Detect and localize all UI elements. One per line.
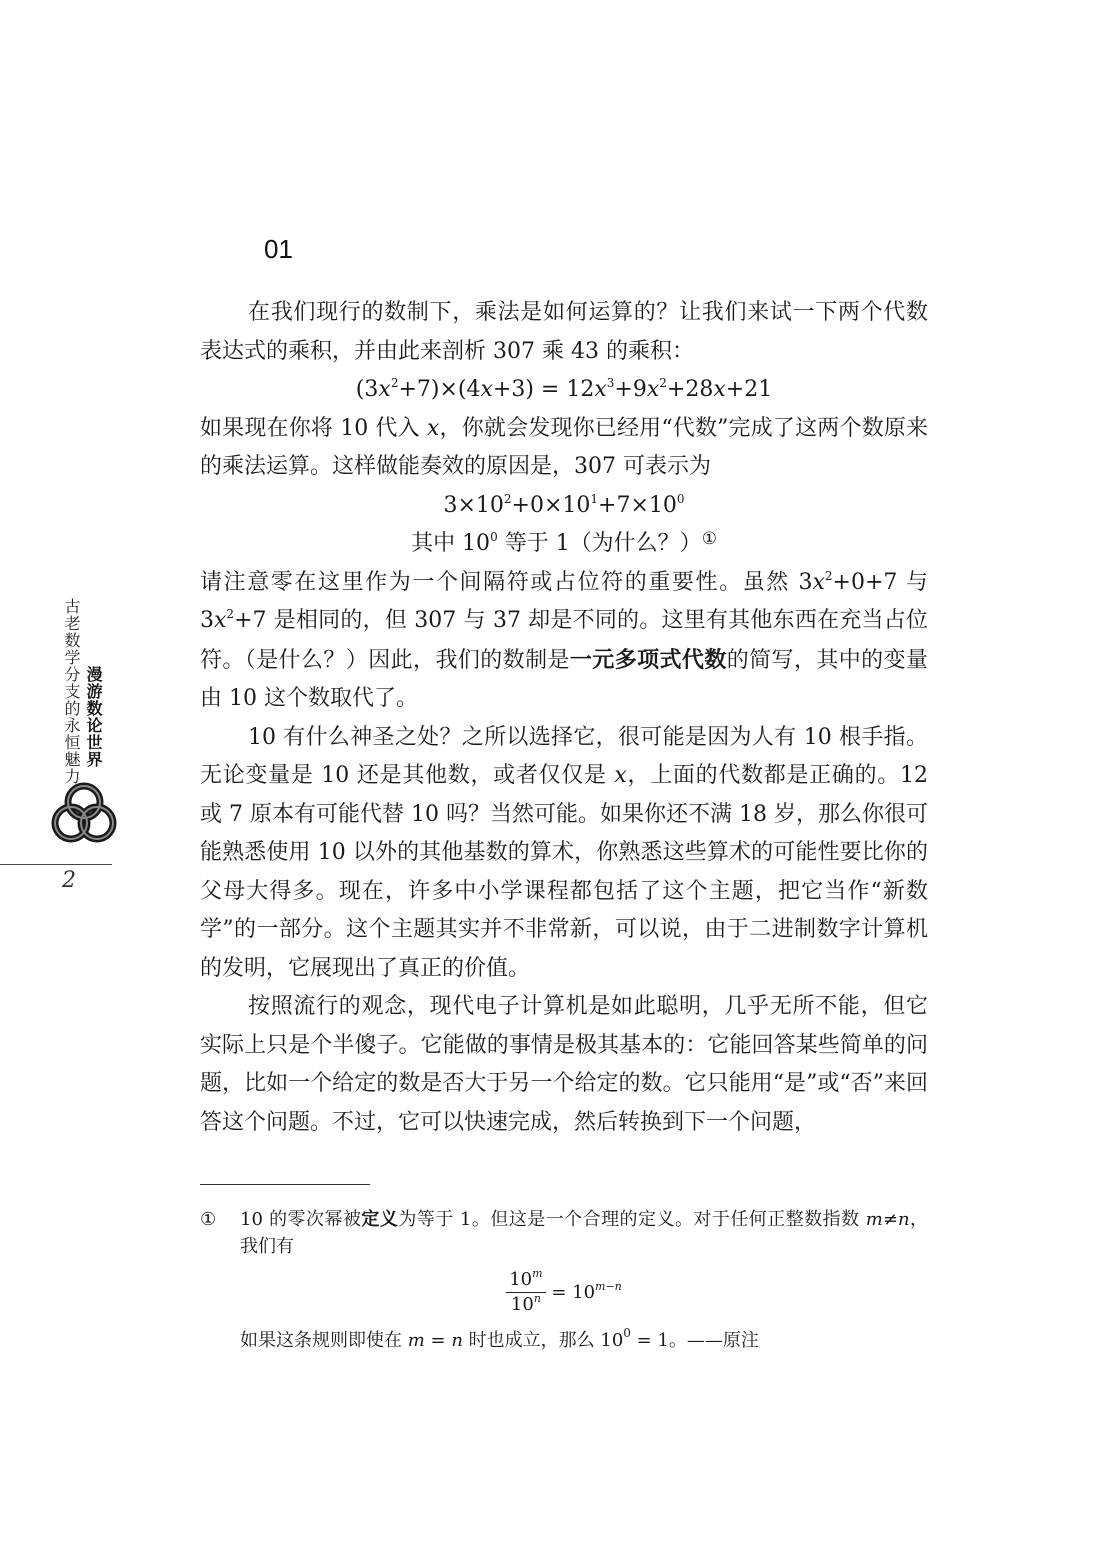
paragraph-1: 在我们现行的数制下，乘法是如何运算的？让我们来试一下两个代数表达式的乘积，并由此来剖析 307 乘 43 的乘积： — [200, 300, 928, 364]
trefoil-knot-icon — [44, 778, 124, 848]
paragraph-5: 按照流行的观念，现代电子计算机是如此聪明，几乎无所不能，但它实际上只是个半傻子。它能做的事情是极其基本的：它能回答某些简单的问题，比如一个给定的数是否大于另一个给定的数。它只能用“是”或“否”来回答这个问题。不过，它可以快速完成，然后转换到下一个问题， — [200, 994, 928, 1135]
equation-product: $(3x^2+7)\times(4x+3) = 12x^3+9x^2+28x+21$ — [355, 376, 773, 402]
series-subtitle: 古老数学分支的永恒魅力 — [62, 598, 81, 785]
footnote-fraction-equation — [200, 1268, 928, 1317]
fraction-result: = $10^{m-n}$ — [551, 1280, 622, 1303]
equation-307-expansion: $3\times 10^2+0\times 10^1+7\times 10^0$ — [443, 491, 685, 518]
series-title: 漫游数论世界 — [84, 666, 103, 768]
bold-term-polynomial: 一元多项式代数 — [569, 646, 727, 672]
paragraph-2: 如果现在你将 10 代入 x，你就会发现你已经用“代数”完成了这两个数原来的乘法运算。这样做能奏效的原因是，307 可表示为 — [200, 415, 928, 479]
footnote-reference-mark[interactable]: ① — [701, 529, 717, 549]
sidebar-divider — [0, 864, 112, 865]
page-number: 2 — [62, 868, 76, 893]
main-text — [200, 294, 928, 1142]
fraction-denominator: 10$^n$ — [510, 1292, 541, 1315]
footnote-text: ① 10 的零次幂被定义为等于 1。但这是一个合理的定义。对于任何正整数指数 m≠n，我们有 — [200, 1206, 928, 1260]
paragraph-4: 10 有什么神圣之处？之所以选择它，很可能是因为人有 10 根手指。无论变量是 10 还是其他数，或者仅仅是 x，上面的代数都是正确的。12 或 7 原本有可能代替 10 吗？当然可能。如果你还不满 18 岁，那么你很可能熟悉使用 10 以外的其他基数的算术，你熟悉这些算术的可能性要比你的父母大得多。现在，许多中小学课程都包括了这个主题，把它当作“新数学”的一部分。这个主题其实并不非常新，可以说，由于二进制数字计算机的发明，它展现出了真正的价值。 — [200, 724, 928, 981]
footnote-divider — [200, 1184, 370, 1185]
bold-term-definition: 定义 — [361, 1209, 399, 1229]
footnote-mark: ① — [200, 1209, 217, 1230]
chapter-number: 01 — [264, 234, 293, 264]
paragraph-3: 请注意零在这里作为一个间隔符或占位符的重要性。虽然 $3x^2+0+7$ 与 $3x^2+7$ 是相同的，但 307 与 37 却是不同的。这里有其他东西在充当占位符。（是什么？）因此，我们的数制是一元多项式代数的简写，其中的变量由 10 这个数取代了。 — [200, 568, 928, 711]
footnote — [200, 1206, 928, 1354]
equation-ten-zero-note: 其中 $10^0$ 等于 1（为什么？）① — [411, 529, 717, 556]
footnote-conclusion: 如果这条规则即使在 m = n 时也成立，那么 $10^0 = 1$。——原注 — [240, 1326, 759, 1351]
fraction — [506, 1268, 545, 1317]
fraction-numerator: 10$^m$ — [506, 1268, 545, 1293]
